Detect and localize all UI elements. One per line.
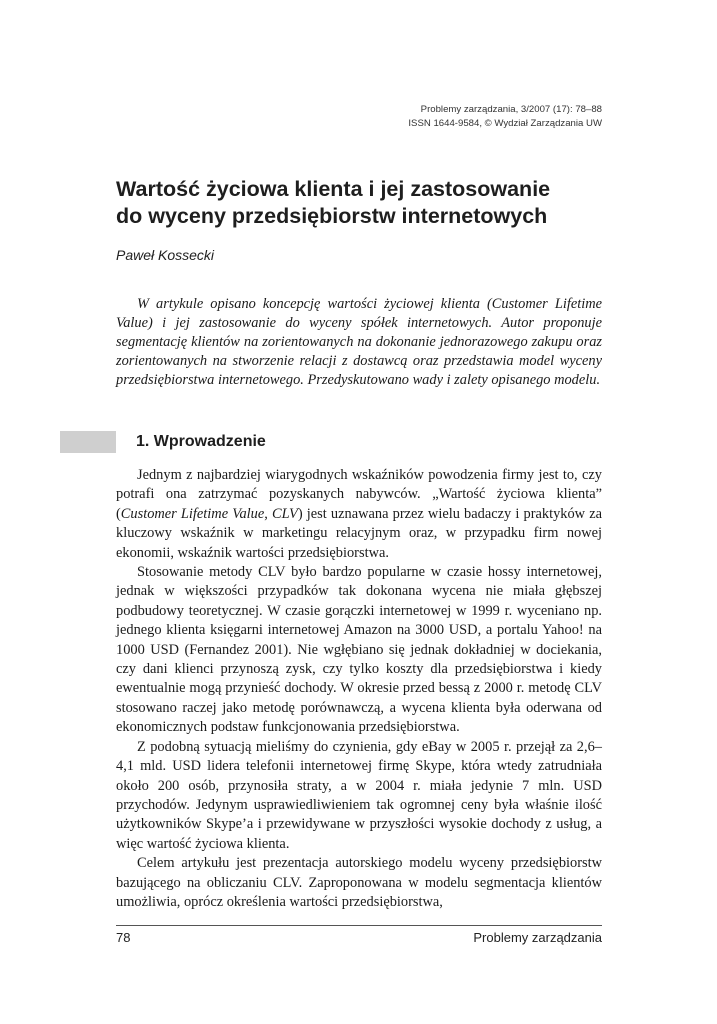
header-citation: Problemy zarządzania, 3/2007 (17): 78–88 xyxy=(420,104,602,115)
abstract: W artykule opisano koncepcję wartości życiowej klienta (Customer Lifetime Value) i jej zastosowanie do wyceny spółek internetowych. Autor proponuje segmentację klientów na zorientowanych na dokonanie jednorazowego zakupu oraz zorientowanych na stworzenie relacji z dostawcą oraz przedstawia model wyceny przedsiębiorstwa internetowego. Przedyskutowano wady i zalety opisanego modelu. xyxy=(116,296,602,388)
journal-name-footer: Problemy zarządzania xyxy=(473,930,602,945)
header-issn: ISSN 1644-9584, © Wydział Zarządzania UW xyxy=(408,118,602,129)
footer-rule xyxy=(116,925,602,926)
section-heading xyxy=(136,432,266,452)
paragraph-1-text-b: ) jest uznawana przez wielu badaczy i praktyków za kluczowy wskaźnik w marketingu relacyjnym oraz, w przypadku firm nowej ekonomii, wskaźnik wartości przedsiębiorstwa. xyxy=(116,505,602,561)
paragraph-2: Stosowanie metody CLV było bardzo popularne w czasie hossy internetowej, jednak w większości przypadków tak dokonana wycena nie miała głębszej podbudowy teoretycznej. W czasie gorączki internetowej w 1999 r. wyceniano np. jednego klienta księgarni internetowej Amazon na 3000 USD, a portalu Yahoo! na 1000 USD (Fernandez 2001). Nie wgłębiano się jednak dokładniej w dociekania, czy dani klienci przynoszą zysk, czy tylko koszty dla przedsiębiorstwa i kiedy ewentualnie mogą przynieść dochody. W okresie przed bessą z 2000 r. metodę CLV stosowano raczej jako metodę porównawczą, a wycena klienta była oderwana od ekonomicznych podstaw funkcjonowania przedsiębiorstwa. xyxy=(116,564,602,736)
body-text xyxy=(116,466,602,912)
paragraph-3: Z podobną sytuacją mieliśmy do czynienia, gdy eBay w 2005 r. przejął za 2,6–4,1 mld. USD lidera telefonii internetowej firmę Skype, która wtedy zatrudniała około 200 osób, przynosiła straty, a w 2004 r. miała jedynie 7 mln. USD przychodów. Jedynym usprawiedliwieniem tak ogromnej ceny była właśnie ilość użytkowników Skype’a i przewidywane w przyszłości wysokie dochody z usług, a więc wartość życiowa klienta. xyxy=(116,738,602,852)
author-name: Paweł Kossecki xyxy=(116,247,215,263)
page-number: 78 xyxy=(116,930,131,945)
article-title xyxy=(116,176,616,230)
section-title: Wprowadzenie xyxy=(153,433,266,450)
paragraph-1 xyxy=(116,466,602,563)
article-title-line2: do wyceny przedsiębiorstw internetowych xyxy=(116,204,548,228)
running-header xyxy=(408,103,602,131)
paragraph-1-separator: , xyxy=(264,505,272,522)
paragraph-1-term-clv: CLV xyxy=(271,505,298,522)
paragraph-1-text-a: Jednym z najbardziej wiarygodnych wskaźników powodzenia firmy jest to, czy potrafi ona zatrzymać pozyskanych nabywców. „Wartość życiowa klienta” ( xyxy=(116,467,602,522)
paragraph-4: Celem artykułu jest prezentacja autorskiego modelu wyceny przedsiębiorstw bazującego na obliczaniu CLV. Zaproponowana w modelu segmentacja klientów umożliwia, oprócz określenia wartości przedsiębiorstwa, xyxy=(116,855,602,910)
article-title-line1: Wartość życiowa klienta i jej zastosowanie xyxy=(116,177,551,201)
paragraph-1-term-clv-full: Customer Lifetime Value xyxy=(120,505,265,522)
section-number: 1. xyxy=(136,433,150,450)
section-marker-bar xyxy=(60,431,116,453)
